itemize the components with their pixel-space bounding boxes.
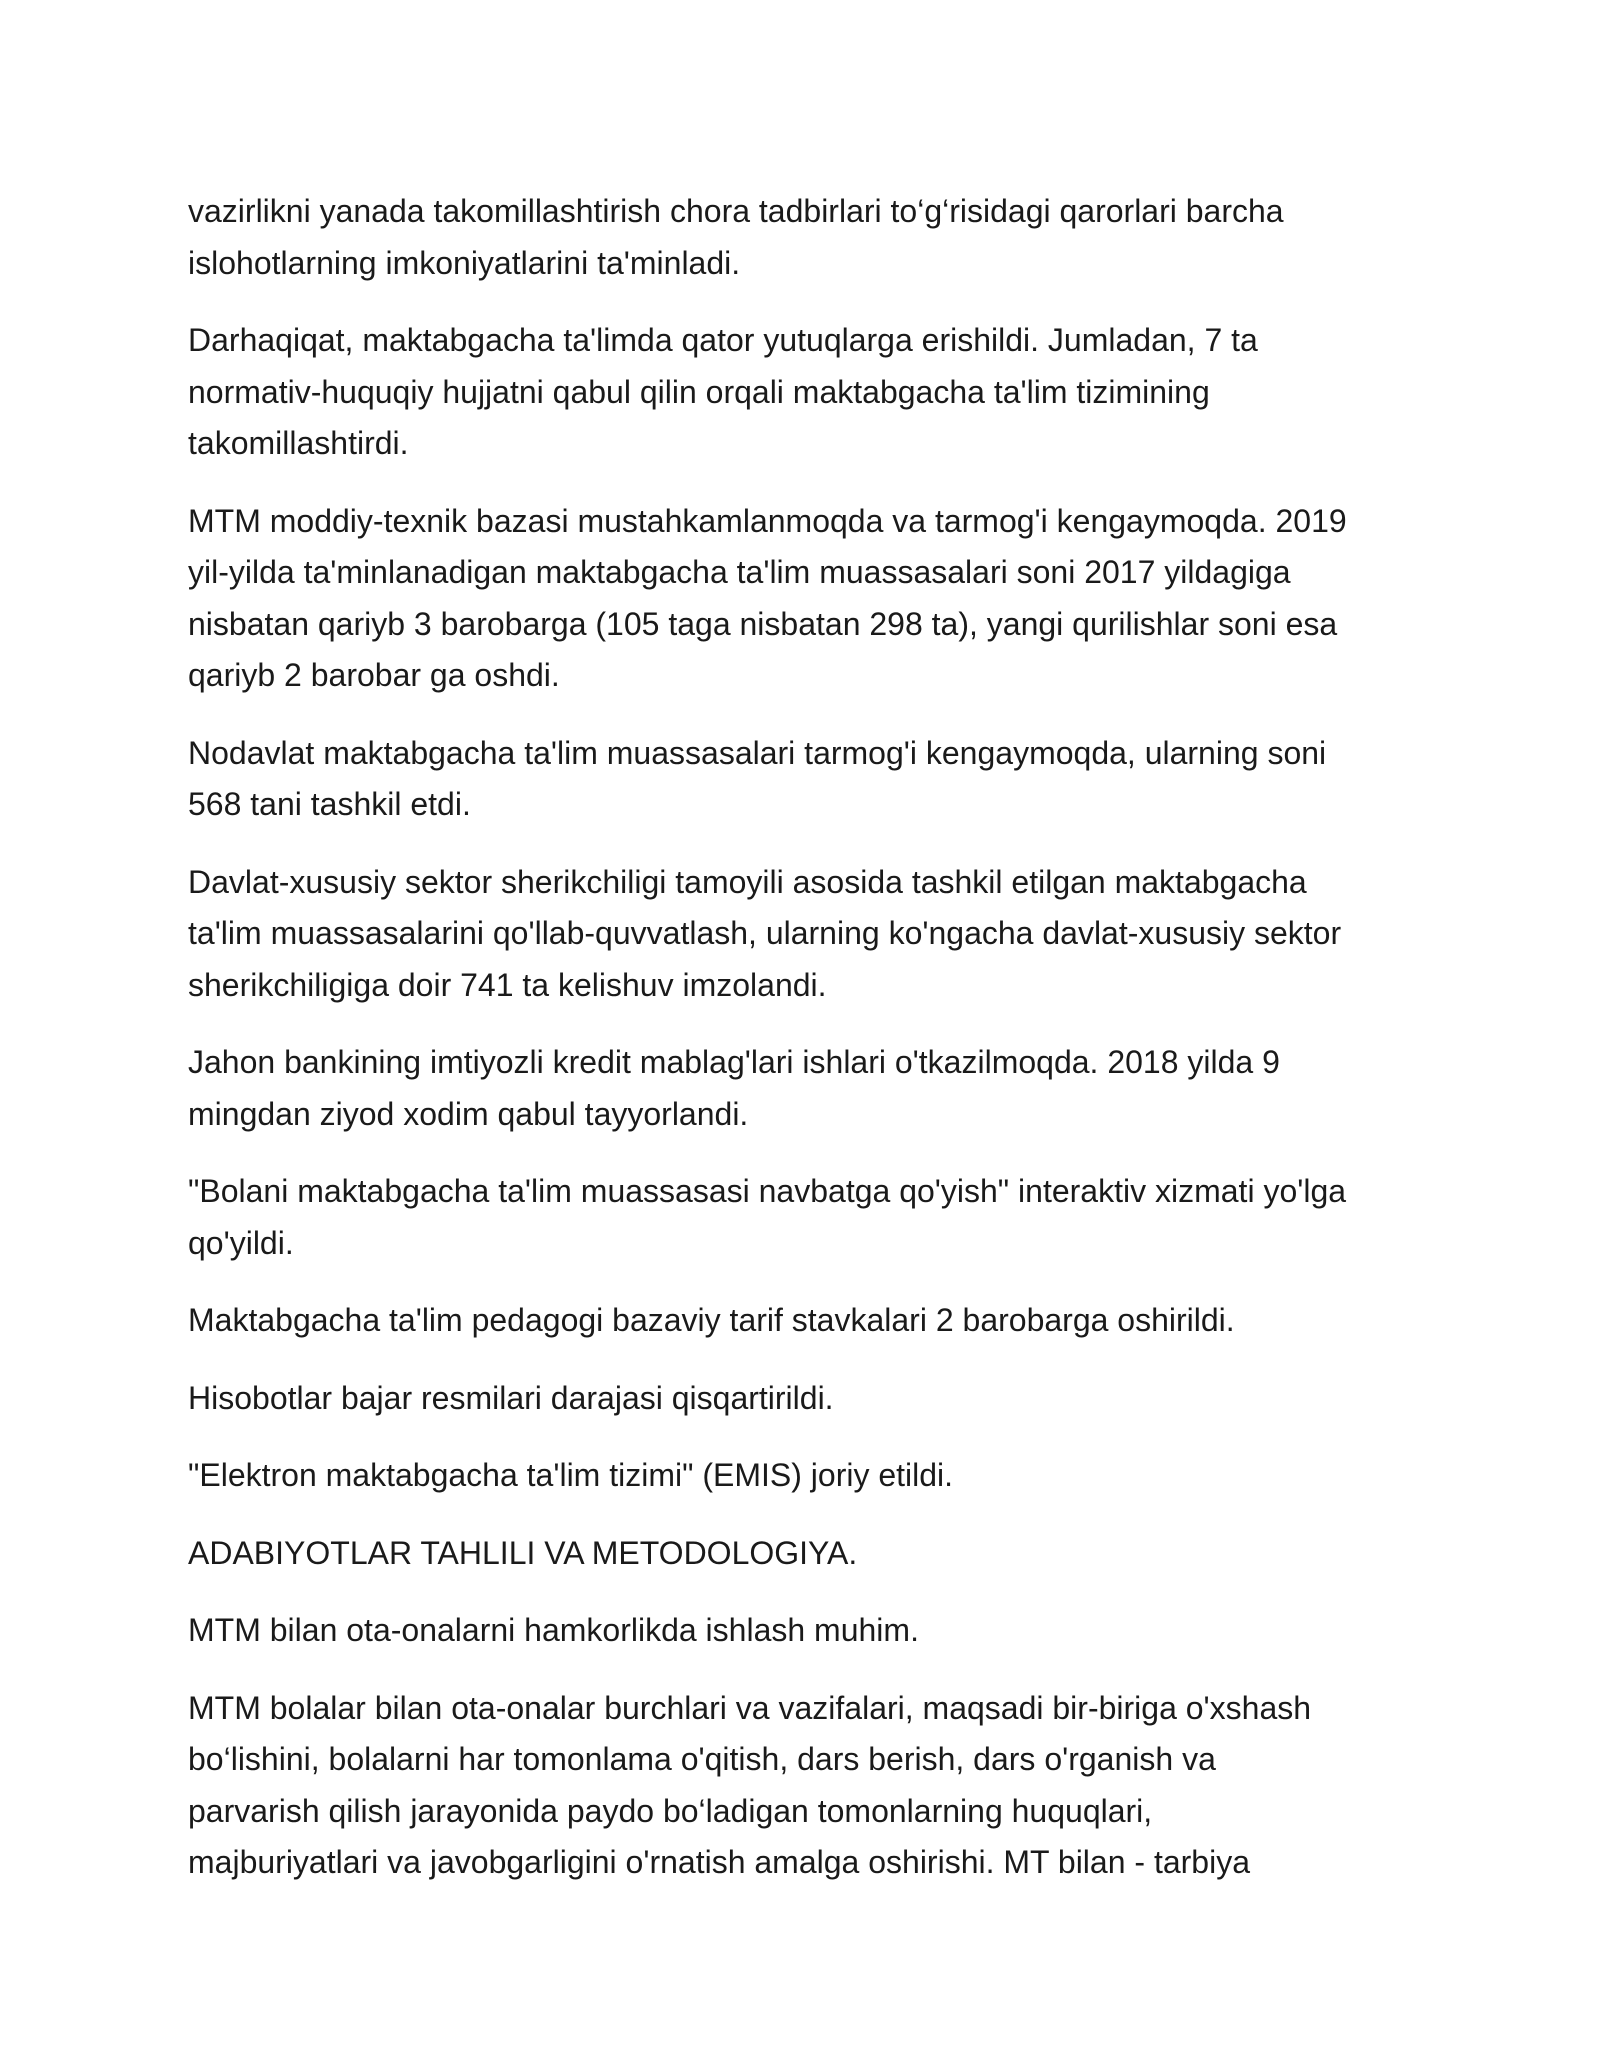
text-line: normativ-huquqiy hujjatni qabul qilin orqali maktabgacha ta'lim tizimining [188, 373, 1210, 410]
text-line: MTM moddiy-texnik bazasi mustahkamlanmoqda va tarmog'i kengaymoqda. 2019 [188, 502, 1347, 539]
paragraph-3 [188, 496, 1418, 702]
text-line: "Elektron maktabgacha ta'lim tizimi" (EMIS) joriy etildi. [188, 1457, 954, 1493]
text-line: nisbatan qariyb 3 barobarga (105 taga nisbatan 298 ta), yangi qurilishlar soni esa [188, 605, 1338, 642]
text-line: qo'yildi. [188, 1224, 294, 1261]
text-line: yil-yilda ta'minlanadigan maktabgacha ta'lim muassasalari soni 2017 yildagiga [188, 554, 1291, 590]
text-line: mingdan ziyod xodim qabul tayyorlandi. [188, 1095, 749, 1132]
section-heading [188, 1528, 1418, 1580]
text-line: islohotlarning imkoniyatlarini ta'minladi. [188, 244, 741, 281]
text-line: qariyb 2 barobar ga oshdi. [188, 657, 560, 693]
paragraph-8 [188, 1295, 1418, 1347]
text-line: ta'lim muassasalarini qo'llab-quvvatlash, ularning ko'ngacha davlat-xususiy sektor [188, 915, 1342, 951]
paragraph-1 [188, 186, 1418, 289]
paragraph-9 [188, 1373, 1418, 1425]
text-line: MTM bolalar bilan ota-onalar burchlari va vazifalari, maqsadi bir-biriga o'xshash [188, 1689, 1312, 1726]
document-body [188, 186, 1418, 1915]
text-line: Darhaqiqat, maktabgacha ta'limda qator yutuqlarga erishildi. Jumladan, 7 ta [188, 322, 1258, 358]
text-line: Nodavlat maktabgacha ta'lim muassasalari tarmog'i kengaymoqda, ularning soni [188, 734, 1327, 771]
text-line: Maktabgacha ta'lim pedagogi bazaviy tarif stavkalari 2 barobarga oshirildi. [188, 1302, 1235, 1338]
text-line: ADABIYOTLAR TAHLILI VA METODOLOGIYA. [188, 1534, 858, 1571]
paragraph-13 [188, 1683, 1418, 1889]
paragraph-5 [188, 857, 1418, 1012]
text-line: bo‘lishini, bolalarni har tomonlama o'qitish, dars berish, dars o'rganish va [188, 1741, 1216, 1777]
paragraph-4 [188, 728, 1418, 831]
paragraph-6 [188, 1037, 1418, 1140]
text-line: Hisobotlar bajar resmilari darajasi qisqartirildi. [188, 1379, 834, 1416]
paragraph-10 [188, 1450, 1418, 1502]
text-line: "Bolani maktabgacha ta'lim muassasasi navbatga qo'yish" interaktiv xizmati yo'lga [188, 1173, 1347, 1209]
text-line: majburiyatlari va javobgarligini o'rnatish amalga oshirishi. MT bilan - tarbiya [188, 1844, 1250, 1880]
paragraph-12 [188, 1605, 1418, 1657]
paragraph-7 [188, 1166, 1418, 1269]
paragraph-2 [188, 315, 1418, 470]
text-line: Jahon bankining imtiyozli kredit mablag'lari ishlari o'tkazilmoqda. 2018 yilda 9 [188, 1044, 1280, 1080]
text-line: parvarish qilish jarayonida paydo bo‘ladigan tomonlarning huquqlari, [188, 1792, 1153, 1829]
text-line: vazirlikni yanada takomillashtirish chora tadbirlari to‘g‘risidagi qarorlari barcha [188, 193, 1284, 229]
text-line: Davlat-xususiy sektor sherikchiligi tamoyili asosida tashkil etilgan maktabgacha [188, 863, 1307, 900]
text-line: MTM bilan ota-onalarni hamkorlikda ishlash muhim. [188, 1612, 919, 1648]
text-line: takomillashtirdi. [188, 425, 409, 461]
text-line: 568 tani tashkil etdi. [188, 786, 471, 822]
text-line: sherikchiligiga doir 741 ta kelishuv imzolandi. [188, 966, 827, 1003]
